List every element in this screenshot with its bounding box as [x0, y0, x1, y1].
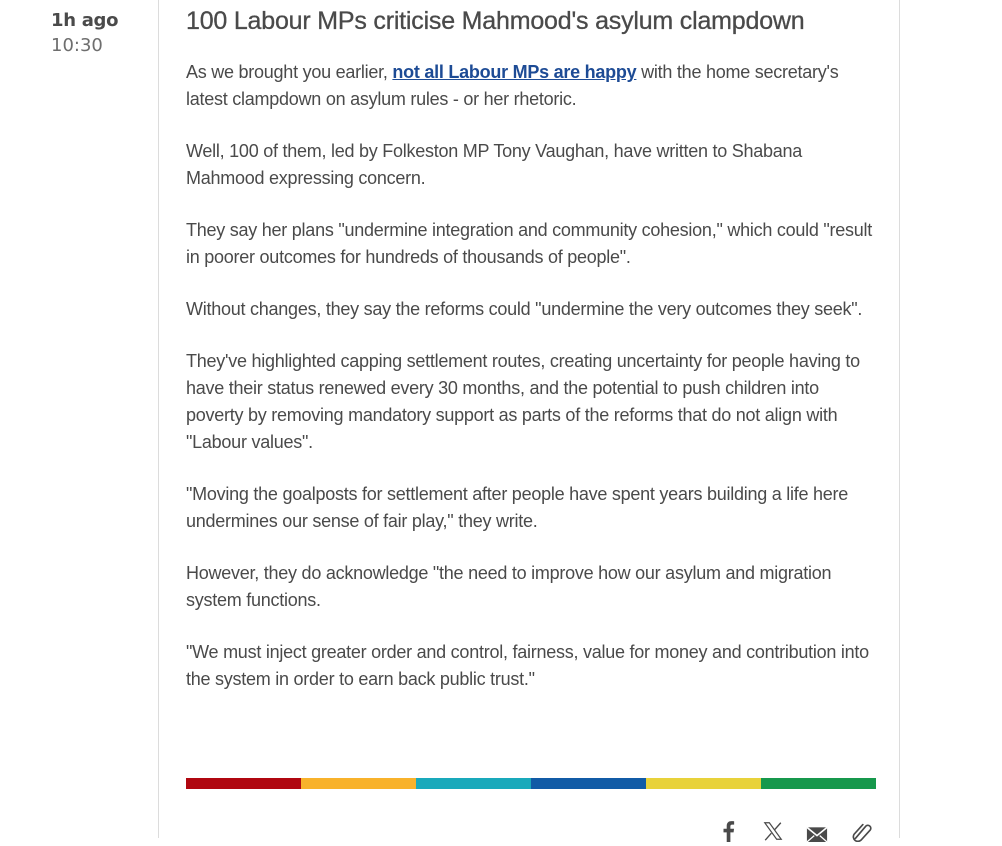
time-ago: 1h ago [51, 10, 119, 31]
paragraph-4: Without changes, they say the reforms could "undermine the very outcomes they seek". [186, 299, 863, 319]
x-icon [762, 820, 784, 842]
time-clock: 10:30 [51, 35, 103, 56]
paragraph-3: They say her plans "undermine integration and community cohesion," which could "result in poorer outcomes for hundreds of thousands of people". [186, 220, 873, 267]
color-bar-segment-teal [416, 778, 531, 789]
color-bar-segment-orange [301, 778, 416, 789]
color-bar-segment-blue [531, 778, 646, 789]
paragraph-1 [186, 59, 876, 113]
share-x-button[interactable] [760, 820, 786, 846]
email-icon [806, 820, 828, 842]
link-icon [850, 820, 872, 842]
inline-link[interactable]: not all Labour MPs are happy [392, 62, 637, 82]
brand-color-bar [186, 778, 876, 789]
color-bar-segment-yellow [646, 778, 761, 789]
paragraph-5: They've highlighted capping settlement routes, creating uncertainty for people having to have their status renewed every 30 months, and the potential to push children into poverty by removing mandatory support as parts of the reforms that do not align with "Labour values". [186, 351, 860, 452]
color-bar-segment-red [186, 778, 301, 789]
post-content [186, 6, 876, 718]
paragraph-8: "We must inject greater order and control, fairness, value for money and contribution into the system in order to earn back public trust." [186, 642, 869, 689]
facebook-icon [718, 820, 740, 842]
paragraph-1-before: As we brought you earlier, [186, 62, 393, 82]
share-copy-link-button[interactable] [848, 820, 874, 846]
share-bar [716, 820, 874, 846]
share-email-button[interactable] [804, 820, 830, 846]
post-timestamp [51, 10, 151, 59]
share-facebook-button[interactable] [716, 820, 742, 846]
post-headline: 100 Labour MPs criticise Mahmood's asylum clampdown [186, 7, 805, 35]
paragraph-2: Well, 100 of them, led by Folkeston MP Tony Vaughan, have written to Shabana Mahmood expressing concern. [186, 141, 803, 188]
live-post-card [158, 0, 900, 838]
paragraph-1-after: with the home secretary's latest clampdown on asylum rules - or her rhetoric. [186, 62, 839, 109]
paragraph-6: "Moving the goalposts for settlement after people have spent years building a life here undermines our sense of fair play," they write. [186, 484, 849, 531]
color-bar-segment-green [761, 778, 876, 789]
paragraph-7: However, they do acknowledge "the need to improve how our asylum and migration system functions. [186, 563, 832, 610]
